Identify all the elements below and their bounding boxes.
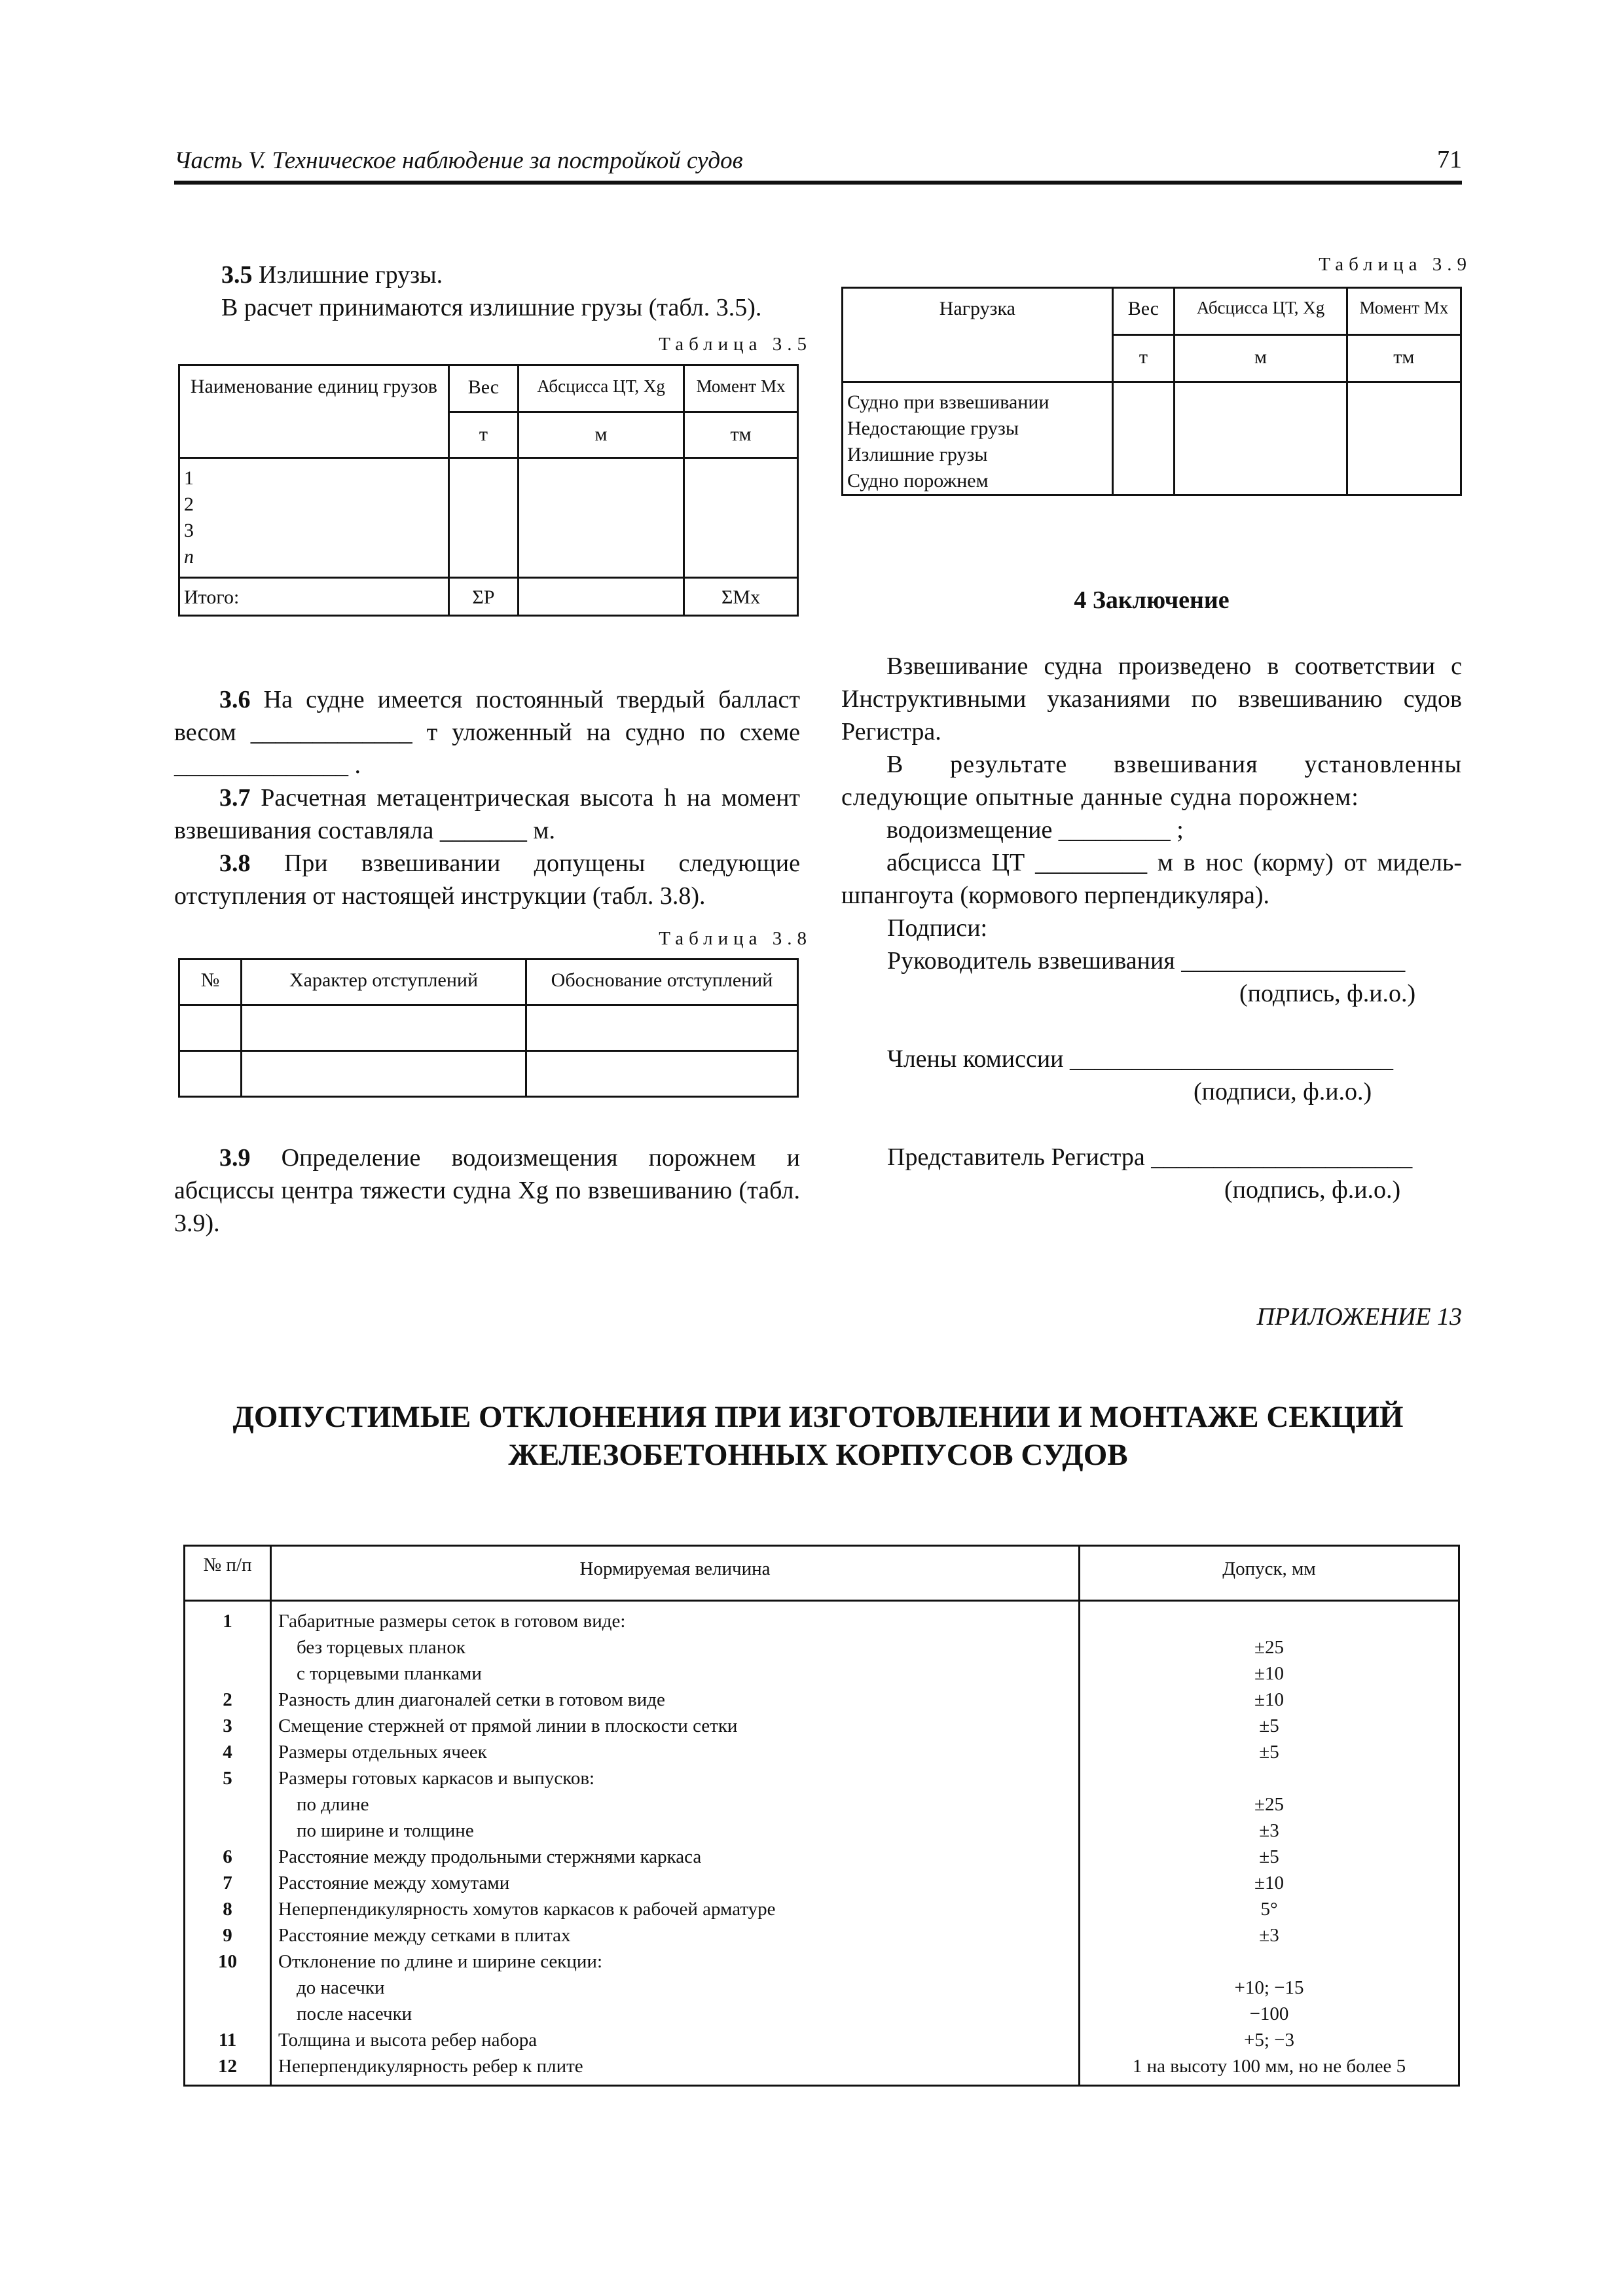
lead-signature: Руководитель взвешивания __________________ xyxy=(887,947,1406,975)
row-number xyxy=(189,1660,266,1687)
cell xyxy=(448,458,518,578)
page-number: 71 xyxy=(1437,146,1462,173)
register-rep-signature: Представитель Регистра _____________________ xyxy=(887,1143,1413,1171)
row-label: 1 xyxy=(184,467,194,489)
unit-moment: тм xyxy=(1347,335,1461,382)
row-quantity: по ширине и толщине xyxy=(297,1820,474,1841)
section-number: 3.5 xyxy=(221,261,253,289)
total-weight: ΣP xyxy=(448,578,518,616)
conclusion-p1: Взвешивание судна произведено в соответствии с Инструктивными указаниями по взвешиванию судов Регистра. xyxy=(841,653,1462,745)
section-text: При взвешивании допущены следующие отступления от настоящей инструкции (табл. 3.8). xyxy=(174,850,800,910)
cell xyxy=(519,458,684,578)
section-title: Излишние грузы. xyxy=(259,261,443,289)
row-quantity: по длине xyxy=(297,1794,369,1815)
row-label: 3 xyxy=(184,520,194,541)
row-tolerance: +5; −3 xyxy=(1244,2030,1295,2051)
members-signature-note: (подписи, ф.и.о.) xyxy=(1194,1078,1372,1105)
col-abscissa: Абсцисса ЦТ, Xg xyxy=(519,365,684,412)
row-tolerance xyxy=(1084,1608,1454,1634)
tolerance-table xyxy=(183,1545,1460,2087)
row-quantity: до насечки xyxy=(297,1977,385,1998)
row-number: 4 xyxy=(223,1742,232,1763)
row-label: Недостающие грузы xyxy=(847,418,1019,439)
section-3-5-text: В расчет принимаются излишние грузы (табл. 3.5). xyxy=(221,294,762,321)
section-3-9 xyxy=(174,1141,800,1240)
cell xyxy=(526,1005,798,1051)
row-tolerance: 1 на высоту 100 мм, но не более 5 xyxy=(1132,2056,1406,2077)
section-number: 3.8 xyxy=(219,850,251,877)
row-quantity: Отклонение по длине и ширине секции: xyxy=(278,1951,602,1972)
row-tolerance: 5° xyxy=(1260,1899,1278,1920)
tolerance-table-body xyxy=(185,1601,1459,2086)
row-tolerance: ±5 xyxy=(1259,1742,1279,1763)
unit-abscissa: м xyxy=(1175,335,1347,382)
table-3-5-caption: Таблица 3.5 xyxy=(659,334,812,355)
cell xyxy=(242,1005,526,1051)
row-quantity: Расстояние между продольными стержнями каркаса xyxy=(278,1846,702,1867)
row-numbers xyxy=(179,458,449,578)
section-text: На судне имеется постоянный твердый балласт весом _____________ т уложенный на судно по схеме ______________ . xyxy=(174,686,800,779)
row-quantity: Размеры готовых каркасов и выпусков: xyxy=(278,1768,595,1789)
row-number: 7 xyxy=(223,1873,232,1893)
row-number xyxy=(189,2001,266,2027)
load-rows xyxy=(843,382,1113,495)
col-number: № xyxy=(179,960,242,1005)
row-tolerance: ±3 xyxy=(1259,1820,1279,1841)
cell xyxy=(1347,382,1461,495)
section-3-8 xyxy=(174,847,800,912)
numbers-column xyxy=(185,1601,271,2086)
row-tolerance: ±5 xyxy=(1259,1846,1279,1867)
section-number: 3.9 xyxy=(219,1144,251,1172)
table-3-8-caption: Таблица 3.8 xyxy=(659,928,812,949)
unit-abscissa: м xyxy=(519,412,684,458)
row-tolerance: ±25 xyxy=(1254,1794,1284,1815)
total-moment: ΣMx xyxy=(684,578,798,616)
row-number xyxy=(189,1975,266,2001)
table-3-9 xyxy=(841,287,1462,496)
row-quantity: Неперпендикулярность хомутов каркасов к рабочей арматуре xyxy=(278,1899,776,1920)
register-rep-signature-note: (подпись, ф.и.о.) xyxy=(1224,1176,1401,1204)
col-weight: Вес xyxy=(1112,288,1175,335)
title-line: ЖЕЛЕЗОБЕТОННЫХ КОРПУСОВ СУДОВ xyxy=(508,1438,1128,1472)
row-number: 12 xyxy=(218,2056,238,2077)
col-number: № п/п xyxy=(185,1546,271,1601)
row-number: 9 xyxy=(223,1925,232,1946)
row-number xyxy=(189,1634,266,1660)
row-quantity: Разность длин диагоналей сетки в готовом виде xyxy=(278,1689,665,1710)
row-tolerance: −100 xyxy=(1249,2003,1289,2024)
row-quantity: Габаритные размеры сеток в готовом виде: xyxy=(278,1611,626,1632)
row-tolerance: +10; −15 xyxy=(1234,1977,1304,1998)
section-text: Расчетная метацентрическая высота h на момент взвешивания составляла _______ м. xyxy=(174,784,801,844)
cell xyxy=(242,1051,526,1097)
row-quantity: с торцевыми планками xyxy=(297,1663,482,1684)
col-name: Наименование единиц грузов xyxy=(179,365,449,458)
table-3-5 xyxy=(178,364,799,617)
row-tolerance xyxy=(1084,1765,1454,1791)
cell xyxy=(179,1005,242,1051)
col-load: Нагрузка xyxy=(843,288,1113,382)
conclusion-abscissa: абсцисса ЦТ _________ м в нос (корму) от мидель-шпангоута (кормового перпендикуляра). xyxy=(841,849,1462,909)
row-quantity: Расстояние между хомутами xyxy=(278,1873,510,1893)
row-tolerance xyxy=(1084,1948,1454,1975)
row-number: 5 xyxy=(223,1768,232,1789)
cell xyxy=(526,1051,798,1097)
col-quantity: Нормируемая величина xyxy=(271,1546,1080,1601)
row-label: Судно порожнем xyxy=(847,470,989,492)
conclusion-p2: В результате взвешивания установленны следующие опытные данные судна порожнем: xyxy=(841,751,1462,811)
col-abscissa: Абсцисса ЦТ, Xg xyxy=(1175,288,1347,335)
row-tolerance: ±25 xyxy=(1254,1637,1284,1658)
row-quantity: Толщина и высота ребер набора xyxy=(278,2030,538,2051)
cell xyxy=(1112,382,1175,495)
title-line: ДОПУСТИМЫЕ ОТКЛОНЕНИЯ ПРИ ИЗГОТОВЛЕНИИ И МОНТАЖЕ СЕКЦИЙ xyxy=(232,1400,1404,1434)
row-quantity: Неперпендикулярность ребер к плите xyxy=(278,2056,583,2077)
unit-weight: т xyxy=(1112,335,1175,382)
row-tolerance: ±10 xyxy=(1254,1689,1284,1710)
row-number: 10 xyxy=(218,1951,238,1972)
table-3-8 xyxy=(178,958,799,1098)
row-number: 3 xyxy=(223,1715,232,1736)
section-number: 3.6 xyxy=(219,686,251,713)
total-label: Итого: xyxy=(179,578,449,616)
row-number xyxy=(189,1791,266,1818)
row-label: 2 xyxy=(184,493,194,515)
tolerances-column xyxy=(1080,1601,1459,2086)
row-number xyxy=(189,1818,266,1844)
row-quantity: без торцевых планок xyxy=(297,1637,465,1658)
appendix-title xyxy=(174,1398,1462,1474)
row-number: 11 xyxy=(218,2030,237,2051)
members-signature: Члены комиссии __________________________ xyxy=(887,1045,1393,1073)
section-text: Определение водоизмещения порожнем и абсциссы центра тяжести судна Xg по взвешиванию (табл. 3.9). xyxy=(174,1144,800,1237)
table-3-9-caption: Таблица 3.9 xyxy=(1319,254,1472,275)
header-title: Часть V. Техническое наблюдение за постройкой судов xyxy=(174,147,743,174)
col-moment: Момент Mx xyxy=(1347,288,1461,335)
quantities-column xyxy=(271,1601,1080,2086)
row-number: 2 xyxy=(223,1689,232,1710)
section-number: 3.7 xyxy=(219,784,251,812)
row-label: Судно при взвешивании xyxy=(847,391,1049,413)
row-tolerance: ±10 xyxy=(1254,1873,1284,1893)
row-quantity: после насечки xyxy=(297,2003,412,2024)
col-tolerance: Допуск, мм xyxy=(1080,1546,1459,1601)
unit-moment: тм xyxy=(684,412,798,458)
row-tolerance: ±5 xyxy=(1259,1715,1279,1736)
row-tolerance: ±10 xyxy=(1254,1663,1284,1684)
lead-signature-note: (подпись, ф.и.о.) xyxy=(1239,980,1416,1007)
row-number: 6 xyxy=(223,1846,232,1867)
row-quantity: Размеры отдельных ячеек xyxy=(278,1742,487,1763)
cell xyxy=(684,458,798,578)
section-4-heading: 4 Заключение xyxy=(1074,586,1230,614)
conclusion-displacement: водоизмещение _________ ; xyxy=(886,816,1184,844)
cell xyxy=(179,1051,242,1097)
appendix-label: ПРИЛОЖЕНИЕ 13 xyxy=(1256,1303,1462,1331)
col-justification: Обоснование отступлений xyxy=(526,960,798,1005)
section-3-5-heading xyxy=(221,259,811,291)
col-nature: Характер отступлений xyxy=(242,960,526,1005)
running-header xyxy=(174,143,1462,185)
row-label: Излишние грузы xyxy=(847,444,988,465)
row-tolerance: ±3 xyxy=(1259,1925,1279,1946)
row-number: 1 xyxy=(223,1611,232,1632)
row-number: 8 xyxy=(223,1899,232,1920)
section-3-6 xyxy=(174,683,800,781)
row-quantity: Расстояние между сетками в плитах xyxy=(278,1925,571,1946)
cell xyxy=(519,578,684,616)
cell xyxy=(1175,382,1347,495)
signatures-label: Подписи: xyxy=(887,914,988,942)
unit-weight: т xyxy=(448,412,518,458)
row-label: n xyxy=(184,546,194,567)
col-moment: Момент Mx xyxy=(684,365,798,412)
col-weight: Вес xyxy=(448,365,518,412)
section-3-7 xyxy=(174,781,800,847)
row-quantity: Смещение стержней от прямой линии в плоскости сетки xyxy=(278,1715,738,1736)
